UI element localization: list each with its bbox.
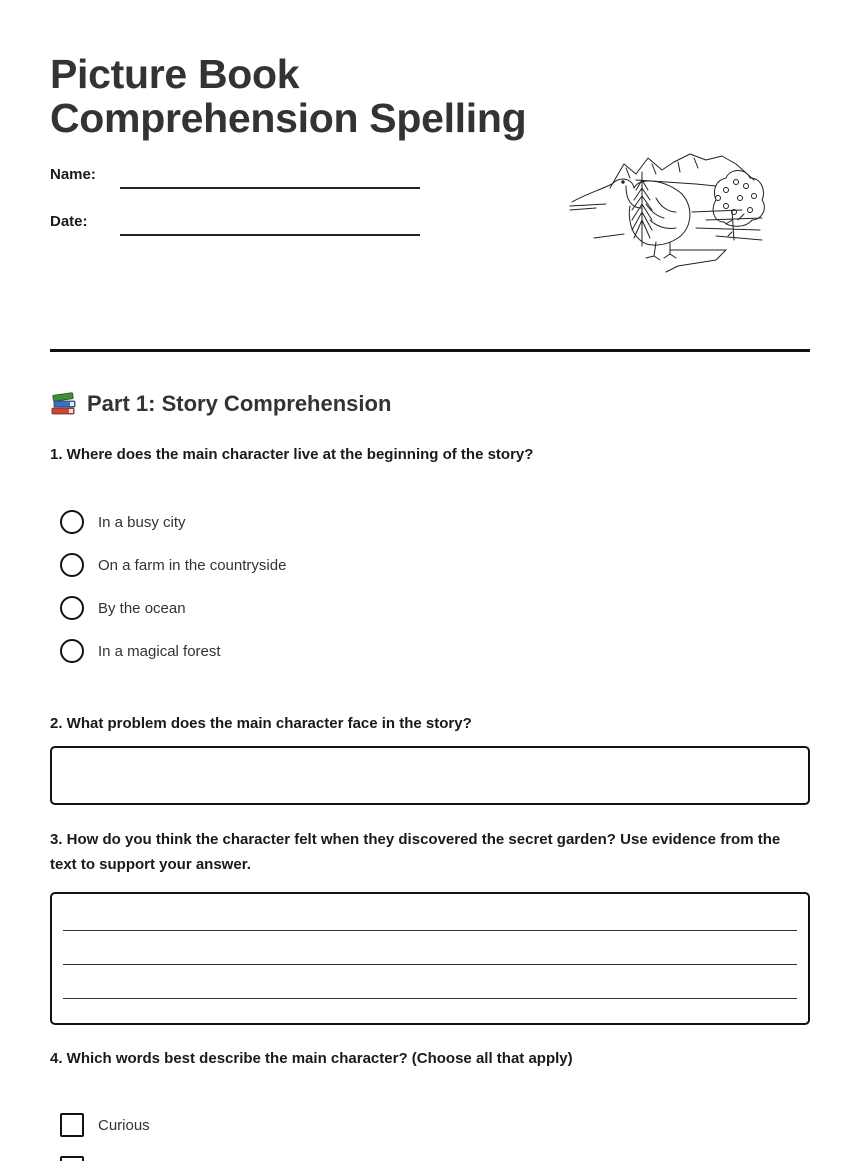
date-field[interactable] — [120, 234, 420, 236]
name-field[interactable] — [120, 187, 420, 189]
q3-answer-box[interactable] — [50, 892, 810, 1025]
question-4-text: 4. Which words best describe the main character? (Choose all that apply) — [50, 1050, 573, 1067]
kiwi-bird-landscape-icon — [566, 150, 770, 278]
question-2-text: 2. What problem does the main character face in the story? — [50, 715, 472, 732]
radio-button[interactable] — [60, 639, 84, 663]
checkbox[interactable] — [60, 1113, 84, 1137]
q4-option-2[interactable] — [60, 1155, 98, 1161]
worksheet-title — [50, 52, 526, 140]
writing-line — [63, 964, 797, 965]
radio-button[interactable] — [60, 510, 84, 534]
option-label: Curious — [98, 1116, 150, 1134]
q2-answer-box[interactable] — [50, 746, 810, 805]
question-1-text: 1. Where does the main character live at the beginning of the story? — [50, 446, 534, 463]
section-heading — [50, 388, 391, 420]
title-line-2: Comprehension Spelling — [50, 95, 527, 141]
q4-option-1[interactable] — [60, 1112, 150, 1138]
q1-option-4[interactable] — [60, 638, 221, 664]
q1-option-3[interactable] — [60, 595, 186, 621]
option-label: By the ocean — [98, 599, 186, 617]
radio-button[interactable] — [60, 553, 84, 577]
q1-option-2[interactable] — [60, 552, 286, 578]
date-label: Date: — [50, 213, 88, 230]
option-label: On a farm in the countryside — [98, 556, 287, 574]
option-label: In a busy city — [98, 513, 186, 531]
books-icon — [50, 390, 78, 418]
writing-line — [63, 930, 797, 931]
question-3-text: 3. How do you think the character felt when they discovered the secret garden? Use evidence from the text to support your answer. — [50, 831, 781, 873]
radio-button[interactable] — [60, 596, 84, 620]
q1-option-1[interactable] — [60, 509, 186, 535]
writing-line — [63, 998, 797, 999]
title-line-1: Picture Book — [50, 51, 300, 97]
section-title-text: Part 1: Story Comprehension — [87, 391, 392, 416]
option-label: In a magical forest — [98, 642, 221, 660]
checkbox[interactable] — [60, 1156, 84, 1161]
name-label: Name: — [50, 166, 96, 183]
section-divider — [50, 349, 810, 352]
